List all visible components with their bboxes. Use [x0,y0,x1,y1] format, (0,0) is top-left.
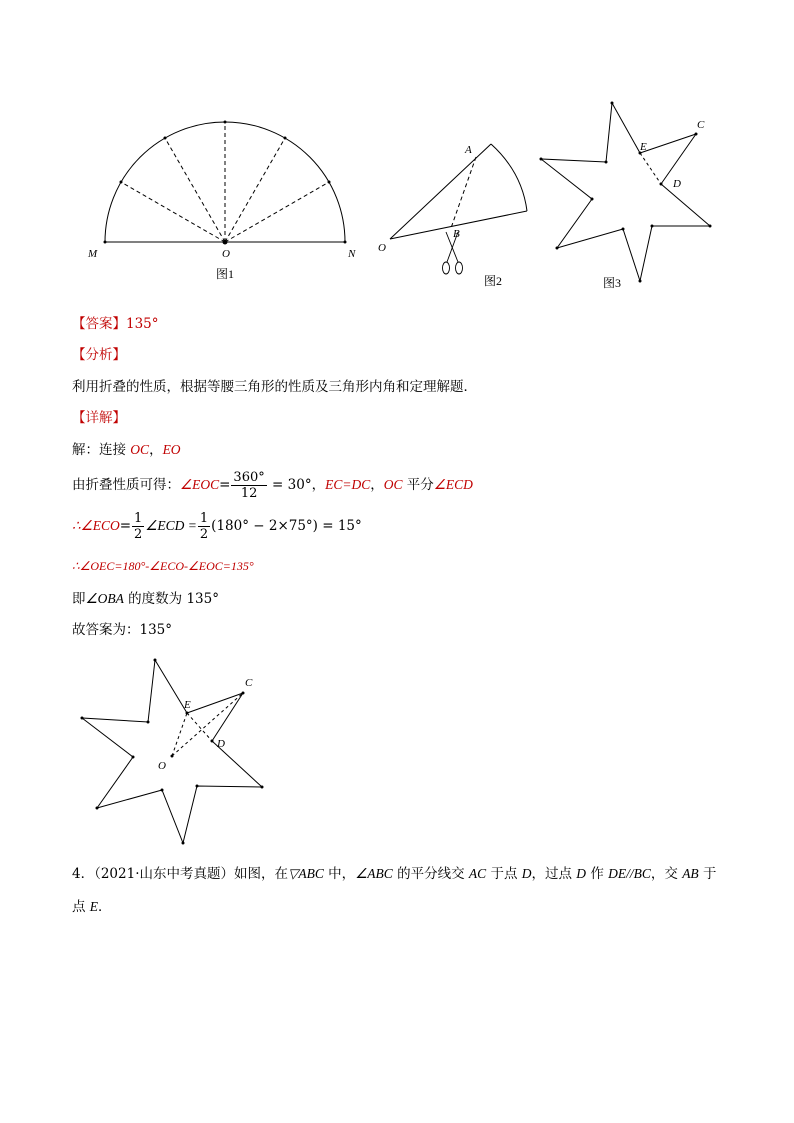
q4-l2-e: E [89,899,99,914]
q4-t2: 的平分线交 [392,866,469,882]
q4-l2-t2: ． [98,899,112,915]
q4-num: 4．（2021·山东中考真题）如图，在 [72,866,288,882]
fig1-label-o: O [222,248,230,260]
detail-line1-prefix: 解：连接 [72,442,131,458]
detail-tag: 【详解】 [72,410,126,426]
fig2-caption: 图2 [484,274,503,288]
detail-line5-prefix: 即 [72,591,86,607]
fig1-caption: 图1 [216,267,235,281]
fraction-numerator: 360° [233,470,265,485]
q4-ac: AC [468,866,487,881]
fig3-label-c: C [697,119,705,131]
detail-line2-sep: ， [370,477,384,493]
q4-d2: D [576,866,587,881]
detail-line3-expr: (180° − 2×75°) = 15° [211,518,362,534]
detail-line2-bisect: 平分 [402,477,434,493]
q4-l2-t1: 点 [72,899,90,915]
fig1-label-n: N [348,248,356,260]
fig2-label-b: B [453,228,460,240]
question4-line-1 [72,865,716,883]
fraction-denominator: 2 [199,527,209,542]
fig4-label-c: C [245,677,253,689]
q4-t7: 于 [698,866,717,882]
detail-line1-sep: ， [149,442,163,458]
fig3-caption: 图3 [603,276,622,290]
fig3-label-e: E [640,141,647,153]
q4-d: D [521,866,532,881]
answer-value: 135° [126,316,159,332]
detail-line3-prefix: ∴∠ECO [72,518,120,533]
q4-t3: 于点 [486,866,522,882]
detail-line4-text: ∴∠OEC=180°-∠ECO-∠EOC=135° [72,559,254,573]
q4-debc: DE//BC [608,866,651,881]
fig4-label-d: D [217,738,225,750]
fig4-label-o: O [158,760,166,772]
fraction-numerator: 1 [134,511,143,526]
fraction-denominator: 12 [240,486,258,501]
detail-line2-angle: ∠EOC [180,477,220,492]
q4-ab: AB [682,866,699,881]
fig4-label-e: E [184,699,191,711]
analysis-tag: 【分析】 [72,347,126,363]
fraction-numerator: 1 [199,511,209,526]
detail-line2-prefix: 由折叠性质可得： [72,477,180,493]
q4-tri: ▽ABC [288,866,324,881]
fig2-label-o: O [378,242,386,254]
detail-line6-text: 故答案为：135° [72,622,173,638]
detail-line2-oc: OC [383,477,403,492]
q4-ang: ∠ABC [355,866,393,881]
fig1-label-m: M [88,248,98,260]
fraction-denominator: 2 [134,527,143,542]
detail-line5-angle: ∠OBA [85,591,124,606]
detail-line1-eo: EO [162,442,181,457]
q4-t6: ，交 [650,866,683,882]
q4-t4: ，过点 [531,866,577,882]
answer-tag: 【答案】 [72,316,126,332]
detail-line2-result: = 30°， [267,477,326,493]
detail-line2-eq: = [219,477,231,493]
detail-line3-mid: ∠ECD = [145,518,197,533]
detail-line2-ecd: ∠ECD [433,477,473,492]
question4-line-2 [72,898,112,916]
detail-line1-oc: OC [130,442,150,457]
detail-line2-ecdc: EC=DC [325,477,371,492]
detail-line5-suffix: 的度数为 135° [123,591,219,607]
q4-t1: 中， [323,866,356,882]
analysis-body: 利用折叠的性质，根据等腰三角形的性质及三角形内角和定理解题． [72,379,477,395]
q4-t5: 作 [586,866,609,882]
fig3-label-d: D [673,178,681,190]
fig2-label-a: A [465,144,472,156]
detail-line3-eq: = [119,518,132,534]
